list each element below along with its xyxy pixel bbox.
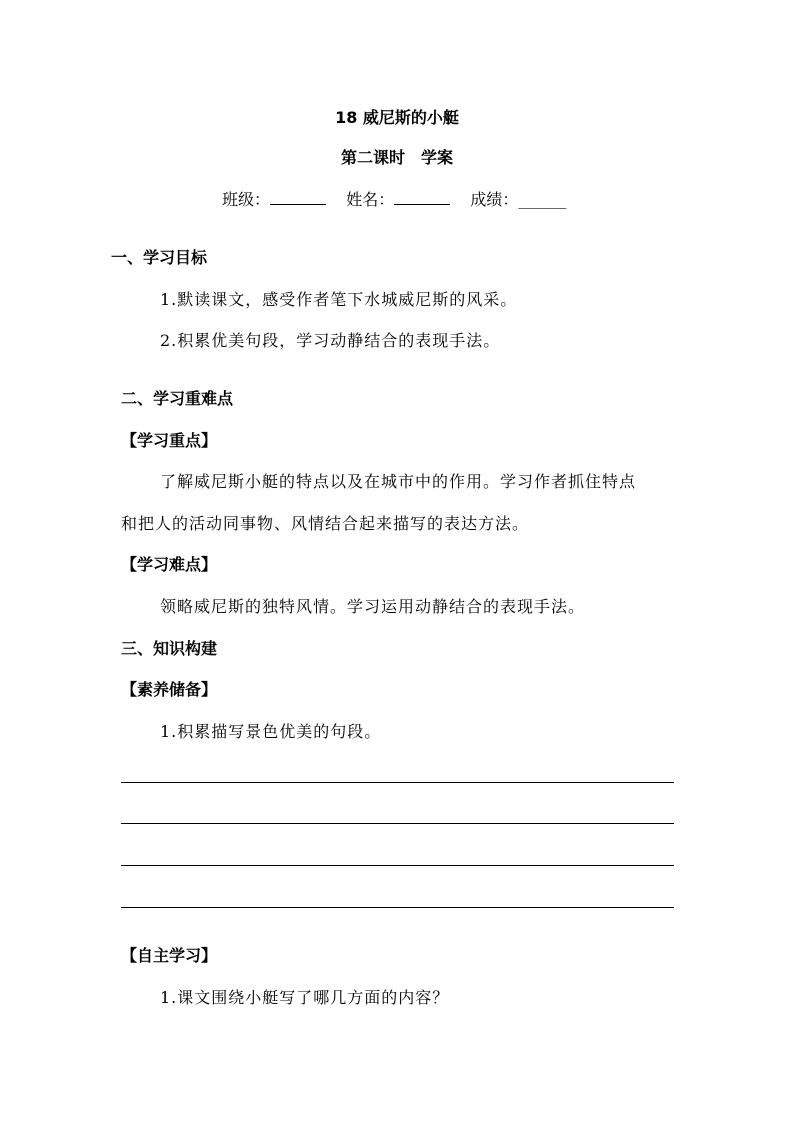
answer-line-3[interactable] — [121, 865, 674, 866]
document-title: 18 威尼斯的小艇 — [335, 108, 459, 127]
key-point-text-line2: 和把人的活动同事物、风情结合起来描写的表达方法。 — [121, 514, 530, 533]
key-point-label: 【学习重点】 — [121, 431, 218, 450]
section-heading-knowledge: 三、知识构建 — [121, 639, 218, 658]
goal-item-1: 1.默读课文，感受作者笔下水城威尼斯的风采。 — [160, 290, 518, 309]
prep-item-1: 1.积累描写景色优美的句段。 — [160, 722, 382, 741]
name-label: 姓名： — [346, 190, 395, 209]
difficulty-text: 领略威尼斯的独特风情。学习运用动静结合的表现手法。 — [160, 597, 586, 616]
self-study-label: 【自主学习】 — [121, 946, 218, 965]
answer-line-1[interactable] — [121, 782, 674, 783]
key-point-text-line1: 了解威尼斯小艇的特点以及在城市中的作用。学习作者抓住特点 — [160, 472, 637, 491]
section-heading-key-points: 二、学习重难点 — [121, 389, 234, 408]
student-info-row — [222, 190, 566, 210]
answer-line-4[interactable] — [121, 907, 674, 908]
score-blank[interactable]: ______ — [518, 190, 567, 209]
answer-line-2[interactable] — [121, 823, 674, 824]
name-blank[interactable] — [394, 190, 450, 205]
self-study-item-1: 1.课文围绕小艇写了哪几方面的内容？ — [160, 988, 450, 1007]
section-heading-goals: 一、学习目标 — [111, 248, 208, 267]
class-label: 班级： — [222, 190, 271, 209]
document-subtitle: 第二课时 学案 — [340, 148, 453, 167]
prep-label: 【素养储备】 — [121, 680, 218, 699]
class-blank[interactable] — [270, 190, 326, 205]
goal-item-2: 2.积累优美句段，学习动静结合的表现手法。 — [160, 331, 501, 350]
score-label: 成绩： — [470, 190, 519, 209]
difficulty-label: 【学习难点】 — [121, 555, 218, 574]
